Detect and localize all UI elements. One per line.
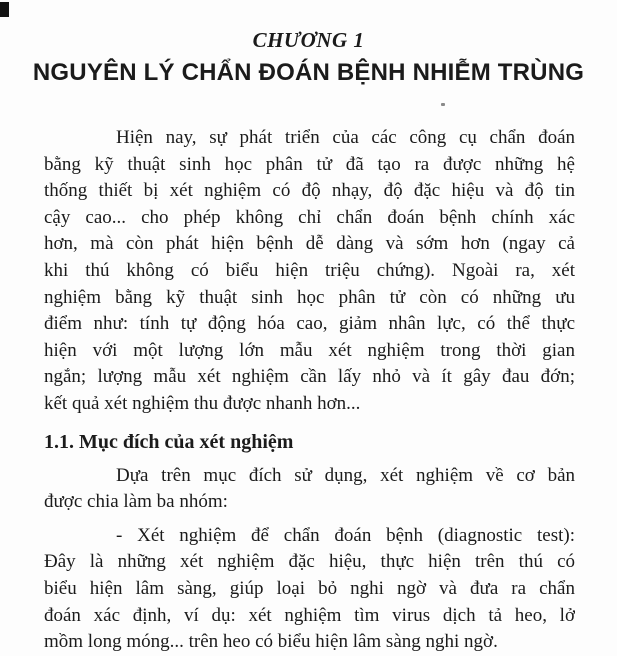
text-line: Hiện nay, sự phát triển của các công cụ chẩn đoán — [116, 127, 575, 148]
text-line: - Xét nghiệm để chẩn đoán bệnh (diagnostic test): — [116, 524, 575, 546]
text-line: điểm như: tính tự động hóa cao, giảm nhân lực, có thể thực — [44, 313, 575, 335]
text-line: Đây là những xét nghiệm đặc hiệu, thực hiện trên thú có — [44, 551, 575, 573]
paragraph — [44, 523, 575, 656]
text-line: thống thiết bị xét nghiệm có độ nhạy, độ đặc hiệu và độ tin — [44, 180, 575, 202]
scan-artifact-corner-mark — [0, 2, 9, 17]
chapter-label: CHƯƠNG 1 — [252, 28, 365, 52]
text-line: kết quả xét nghiệm thu được nhanh hơn... — [44, 392, 361, 414]
text-line: ngắn; lượng mẫu xét nghiệm cần lấy nhỏ và ít gây đau đớn; — [44, 366, 575, 388]
content — [44, 125, 575, 656]
text-line: Dựa trên mục đích sử dụng, xét nghiệm về cơ bản — [116, 464, 575, 486]
text-line: đoán xác định, ví dụ: xét nghiệm tìm virus dịch tả heo, lở — [44, 604, 575, 626]
text-line: được chia làm ba nhóm: — [44, 491, 228, 513]
page-title: NGUYÊN LÝ CHẨN ĐOÁN BỆNH NHIỄM TRÙNG — [32, 59, 585, 86]
text-line: cậy cao... cho phép không chỉ chẩn đoán bệnh chính xác — [44, 206, 575, 228]
paragraph — [44, 463, 575, 516]
scan-artifact-speck — [441, 103, 445, 106]
text-line: hiện với một lượng lớn mẫu xét nghiệm trong thời gian — [44, 339, 575, 361]
text-line: mồm long móng... trên heo có biểu hiện lâm sàng nghi ngờ. — [44, 631, 498, 653]
text-line: hơn, mà còn phát hiện bệnh dễ dàng và sớm hơn (ngay cả — [44, 233, 575, 255]
text-line: biểu hiện lâm sàng, giúp loại bỏ nghi ngờ và đưa ra chẩn — [44, 577, 575, 599]
text-line: bằng kỹ thuật sinh học phân tử đã tạo ra được những hệ — [44, 153, 575, 175]
section-heading: 1.1. Mục đích của xét nghiệm — [44, 430, 294, 453]
text-line: nghiệm bằng kỹ thuật sinh học phân tử còn có những ưu — [44, 286, 575, 308]
paragraph — [44, 125, 575, 418]
text-line: khi thú không có biểu hiện triệu chứng). Ngoài ra, xét — [44, 259, 575, 281]
